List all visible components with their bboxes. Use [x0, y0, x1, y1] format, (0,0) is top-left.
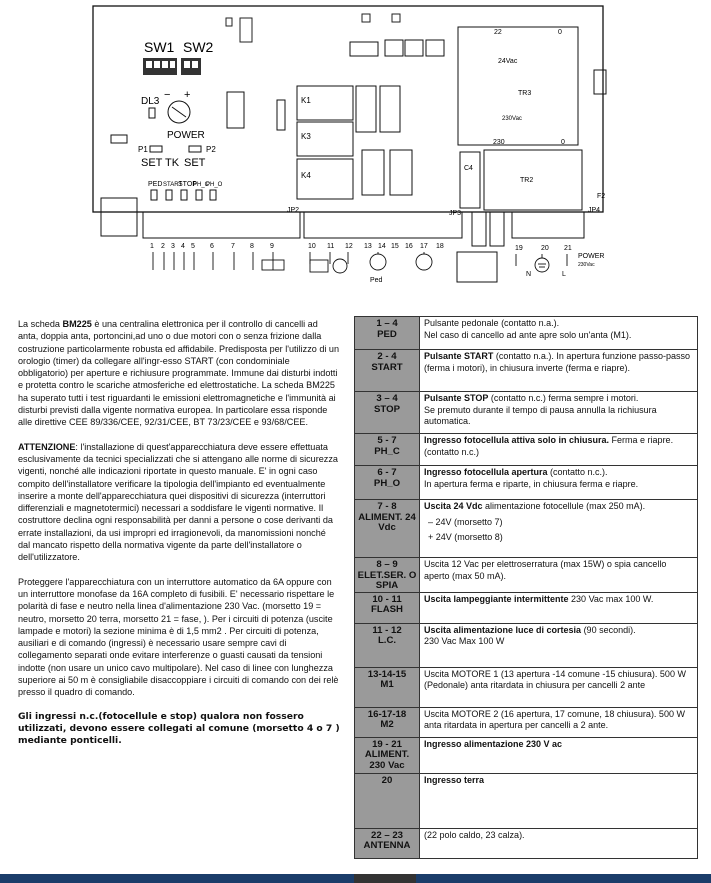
- svg-text:13: 13: [364, 243, 372, 250]
- bottom-strip-dark: [354, 874, 416, 883]
- tr3-pin-0a: 0: [558, 29, 562, 36]
- table-row: [355, 667, 698, 707]
- warning-label: ATTENZIONE: [18, 441, 76, 452]
- svg-text:19: 19: [515, 245, 523, 252]
- tr3-label: TR3: [518, 90, 532, 97]
- set-tk-label: SET TK: [141, 157, 180, 169]
- terminal-desc: Uscita alimentazione luce di cortesia (90 secondi). 230 Vac Max 100 W: [420, 623, 698, 667]
- table-row: [355, 466, 698, 500]
- intro-p1-a: La scheda: [18, 319, 63, 329]
- terminal-desc: Uscita MOTORE 1 (13 apertura -14 comune -15 chiusura). 500 W (Pedonale) anta ritardata in chiusura per cancelli 2 ante: [420, 667, 698, 707]
- table-row: [355, 558, 698, 593]
- terminal-block-jp2: [143, 212, 300, 238]
- table-row: [355, 434, 698, 466]
- intro-text: [18, 318, 340, 760]
- warning-text: : l'installazione di quest'apparecchiatura deve essere effettuata esclusivamente da tecnici specializzati che si attengano alle norme di sicurezza vigenti, nonché alle indicazioni riportate in questo manuale. E' in ogni caso compito dell'installatore verificare la tipologia dell'impianto ed eventualmente inserire a monte dell'apparecchiatura quei dispositivi di sicurezza (interruttori differenziali e magnetotermici) necessari a soddisfare le vigenti normative. Il costruttore declina ogni responsabilità per danni a persone o cose derivanti da errate installazioni, da usi impropri ed irragionevoli, da manomissioni nonché dal mancato rispetto della normativa vigente da parte dell'installatore o dell'utilizzatore.: [18, 441, 338, 563]
- f2-label: F2: [597, 193, 606, 200]
- svg-text:1: 1: [150, 243, 154, 250]
- table-row: [355, 592, 698, 623]
- svg-text:9: 9: [270, 243, 274, 250]
- tr3-24vac: 24Vac: [498, 58, 518, 65]
- svg-text:16: 16: [405, 243, 413, 250]
- transformer-tr3: [458, 27, 578, 145]
- svg-text:17: 17: [420, 243, 428, 250]
- intro-p1-bold: BM225: [62, 319, 92, 329]
- table-row: [355, 707, 698, 737]
- terminal-code: 19 - 21 ALIMENT. 230 Vac: [355, 737, 420, 773]
- terminal-code: 6 - 7 PH_O: [355, 466, 420, 500]
- terminal-desc: Ingresso fotocellula apertura (contatto n.c.). In apertura ferma e riparte, in chiusura ferma e riapre.: [420, 466, 698, 500]
- board-diagram: [0, 0, 711, 300]
- terminal-code: 1 – 4 PED: [355, 317, 420, 350]
- terminal-code: 3 – 4 STOP: [355, 392, 420, 434]
- table-row: [355, 350, 698, 392]
- svg-text:18: 18: [436, 243, 444, 250]
- table-row: [355, 773, 698, 828]
- tr2-label: TR2: [520, 177, 534, 184]
- svg-text:12: 12: [345, 243, 353, 250]
- svg-text:11: 11: [327, 243, 335, 250]
- table-row: [355, 317, 698, 350]
- terminal-l-label: L: [562, 271, 566, 278]
- svg-text:15: 15: [391, 243, 399, 250]
- terminal-desc: Uscita MOTORE 2 (16 apertura, 17 comune, 18 chiusura). 500 W anta ritardata in apertura per cancelli a 2 ante.: [420, 707, 698, 737]
- terminal-code: 2 - 4 START: [355, 350, 420, 392]
- label-ped: PED: [148, 181, 163, 188]
- terminal-code: 10 - 11 FLASH: [355, 592, 420, 623]
- nc-inputs-note: Gli ingressi n.c.(fotocellule e stop) qualora non fossero utilizzati, devono essere collegati al comune (morsetto 4 o 7 ) mediante ponticelli.: [18, 710, 340, 747]
- k1-label: K1: [301, 96, 311, 105]
- tr3-230vac: 230Vac: [502, 116, 522, 122]
- power-trimmer-label: POWER: [167, 130, 205, 141]
- set-label: SET: [184, 157, 206, 169]
- terminal-code: 7 - 8 ALIMENT. 24 Vdc: [355, 500, 420, 558]
- svg-text:6: 6: [210, 243, 214, 250]
- jp3-label: JP3: [449, 210, 462, 217]
- terminal-desc: Uscita lampeggiante intermittente 230 Vac max 100 W.: [420, 592, 698, 623]
- label-start: START: [163, 182, 183, 188]
- k4-label: K4: [301, 171, 311, 180]
- p1-label: P1: [138, 145, 148, 154]
- table-row: [355, 623, 698, 667]
- terminal-code: 16-17-18 M2: [355, 707, 420, 737]
- label-pho: PH_O: [206, 182, 223, 188]
- terminal-code: 11 - 12 L.C.: [355, 623, 420, 667]
- label-phc: PH_C: [193, 182, 210, 188]
- table-row: [355, 500, 698, 558]
- svg-text:2: 2: [161, 243, 165, 250]
- terminal-desc: Ingresso fotocellula attiva solo in chiusura. Ferma e riapre. (contatto n.c.): [420, 434, 698, 466]
- table-row: [355, 392, 698, 434]
- table-row: [355, 737, 698, 773]
- svg-text:5: 5: [191, 243, 195, 250]
- tr3-pin-22: 22: [494, 29, 502, 36]
- sw1-label: SW1: [144, 39, 175, 55]
- tr3-pin-230: 230: [493, 139, 505, 146]
- k3-label: K3: [301, 132, 311, 141]
- terminal-desc: Pulsante pedonale (contatto n.a.). Nel caso di cancello ad ante apre solo un'anta (M1).: [420, 317, 698, 350]
- svg-text:+: +: [184, 89, 191, 101]
- terminal-code: 8 – 9 ELET.SER. O SPIA: [355, 558, 420, 593]
- jp4-label: JP4: [588, 207, 601, 214]
- motor-m1-symbol: [370, 254, 386, 270]
- p2-label: P2: [206, 145, 216, 154]
- svg-text:−: −: [164, 89, 171, 101]
- terminal-code: 13-14-15 M1: [355, 667, 420, 707]
- svg-text:10: 10: [308, 243, 316, 250]
- svg-text:3: 3: [171, 243, 175, 250]
- jp2-label: JP2: [287, 207, 300, 214]
- terminal-numbers: [150, 243, 572, 252]
- terminal-code: 22 – 23 ANTENNA: [355, 828, 420, 858]
- svg-text:21: 21: [564, 245, 572, 252]
- warning-paragraph: [18, 441, 340, 564]
- table-row: [355, 828, 698, 858]
- terminal-desc: Pulsante STOP (contatto n.c.) ferma sempre i motori. Se premuto durante il tempo di pausa annulla la richiusura automatica.: [420, 392, 698, 434]
- terminal-n-label: N: [526, 271, 532, 278]
- intro-p1-c: è una centralina elettronica per il controllo di cancelli ad anta, doppia anta, portoncini,ad uno o due motori con o senza frizione dalla costruzione particolarmente robusta ed affidabile. Predisposta per l'utilizzo di un orologio (timer) da collegare all'ingr-esso START (con condominiale obbligatorio) per aperture e richiusure programmate. Immune dai disturbi indotti e protetta contro le scariche atmosferiche ed elettrostatiche. La scheda BM225 ha superato tutti i test riguardanti le emissioni elettromagnetiche e l'immunità ai disturbi previsti dalla vigente normativa europea. In particolare essa risponde alle direttive CEE 89/336/CEE, 92/31/CEE, BT 73/23/CEE e 93/68/CEE.: [18, 319, 340, 428]
- intro-paragraph-1: [18, 318, 340, 429]
- earth-symbol: [535, 258, 549, 272]
- terminal-block-jp3: [304, 212, 462, 238]
- svg-text:4: 4: [181, 243, 185, 250]
- terminal-table: [354, 316, 698, 859]
- sw2-label: SW2: [183, 39, 214, 55]
- terminal-desc: Uscita 24 Vdc alimentazione fotocellule (max 250 mA). – 24V (morsetto 7) + 24V (morsetto 8): [420, 500, 698, 558]
- terminal-desc: Ingresso terra: [420, 773, 698, 828]
- terminal-block-jp4: [512, 212, 584, 238]
- terminal-desc: Uscita 12 Vac per elettroserratura (max 15W) o spia cancello aperto (max 50 mA).: [420, 558, 698, 593]
- svg-text:7: 7: [231, 243, 235, 250]
- power-in-label: POWER: [578, 253, 605, 260]
- terminal-desc: Pulsante START (contatto n.a.). In apertura funzione passo-passo (ferma i motori), in chiusura inverte (ferma e riapre).: [420, 350, 698, 392]
- motor-m2-symbol: [416, 254, 432, 270]
- terminal-desc: (22 polo caldo, 23 calza).: [420, 828, 698, 858]
- c4-label: C4: [464, 165, 473, 172]
- terminal-code: 20: [355, 773, 420, 828]
- terminal-code: 5 - 7 PH_C: [355, 434, 420, 466]
- dl3-label: DL3: [141, 96, 160, 107]
- ped-motor-label: Ped: [370, 277, 383, 284]
- terminal-desc: Ingresso alimentazione 230 V ac: [420, 737, 698, 773]
- svg-text:20: 20: [541, 245, 549, 252]
- protection-paragraph: Proteggere l'apparecchiatura con un interruttore automatico da 6A oppure con un interruttore monofase da 16A completo di fusibili. E' necessario rispettare le polarità di fase e neutro nella linea d'alimentazione 230 Vac. (morsetto 19 = neutro, morsetto 20 terra, morsetto 21 = fase, ). Per i circuiti di potenza (uscite lampade e motori) la sezione minima è di 1,5 mm2 . Per circuiti di potenza, ausiliari e di comando (ingressi) è necessario usare sempre cavi di collegamento separati onde evitare interferenze o guasti causati da tensioni indotte (non usare un unico cavo multipolare). Nel caso di linee con lunghezza superiore ai 50 m è consigliabile disaccoppiare i circuiti di comando con dei relè presso il quadro di comando.: [18, 576, 339, 698]
- tr3-pin-0b: 0: [561, 139, 565, 146]
- svg-text:14: 14: [378, 243, 386, 250]
- svg-text:8: 8: [250, 243, 254, 250]
- power-in-sub: 230Vac: [578, 262, 595, 268]
- label-stop: STOP: [178, 181, 197, 188]
